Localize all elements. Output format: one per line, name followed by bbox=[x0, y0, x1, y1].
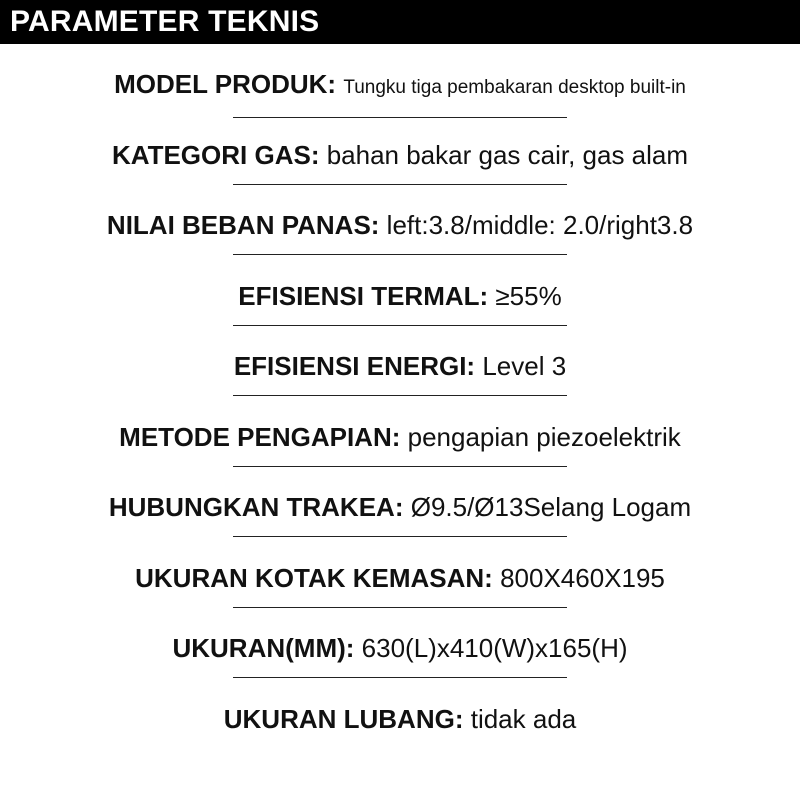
spec-row-hole-size bbox=[0, 701, 800, 772]
spec-row-energy-efficiency bbox=[0, 348, 800, 419]
spec-row-gas-category bbox=[0, 137, 800, 208]
spec-value: 800X460X195 bbox=[500, 562, 665, 593]
spec-row-thermal-efficiency bbox=[0, 278, 800, 349]
divider bbox=[233, 395, 567, 396]
spec-label: EFISIENSI TERMAL: bbox=[238, 280, 496, 311]
spec-label: UKURAN(MM): bbox=[172, 633, 362, 663]
spec-value: ≥55% bbox=[495, 280, 562, 311]
spec-row-heat-load bbox=[0, 207, 800, 278]
header-bar bbox=[0, 0, 800, 44]
spec-value: Tungku tiga pembakaran desktop built-in bbox=[343, 77, 686, 98]
spec-row-package-size bbox=[0, 560, 800, 631]
spec-list bbox=[0, 66, 800, 771]
spec-label: MODEL PRODUK: bbox=[114, 69, 344, 99]
spec-row-trachea bbox=[0, 489, 800, 560]
spec-label: NILAI BEBAN PANAS: bbox=[106, 210, 387, 240]
spec-label: EFISIENSI ENERGI: bbox=[233, 351, 483, 381]
spec-value: Ø9.5/Ø13Selang Logam bbox=[410, 492, 692, 522]
page-title: PARAMETER TEKNIS bbox=[10, 5, 320, 38]
spec-row-ignition bbox=[0, 419, 800, 490]
spec-row-model bbox=[0, 66, 800, 137]
spec-row-dimensions bbox=[0, 630, 800, 701]
divider bbox=[233, 677, 567, 678]
divider bbox=[233, 117, 567, 118]
spec-value: bahan bakar gas cair, gas alam bbox=[326, 139, 689, 170]
divider bbox=[233, 536, 567, 537]
divider bbox=[233, 607, 567, 608]
spec-value: 630(L)x410(W)x165(H) bbox=[361, 633, 628, 663]
divider bbox=[233, 254, 567, 255]
spec-label: HUBUNGKAN TRAKEA: bbox=[108, 492, 411, 522]
spec-label: KATEGORI GAS: bbox=[111, 139, 327, 170]
spec-value: Level 3 bbox=[482, 351, 567, 381]
divider bbox=[233, 325, 567, 326]
divider bbox=[233, 466, 567, 467]
spec-label: UKURAN KOTAK KEMASAN: bbox=[135, 562, 501, 593]
divider bbox=[233, 184, 567, 185]
spec-value: pengapian piezoelektrik bbox=[407, 421, 681, 452]
spec-value: tidak ada bbox=[470, 703, 577, 734]
spec-value: left:3.8/middle: 2.0/right3.8 bbox=[386, 210, 694, 240]
spec-label: METODE PENGAPIAN: bbox=[119, 421, 408, 452]
spec-label: UKURAN LUBANG: bbox=[223, 703, 471, 734]
